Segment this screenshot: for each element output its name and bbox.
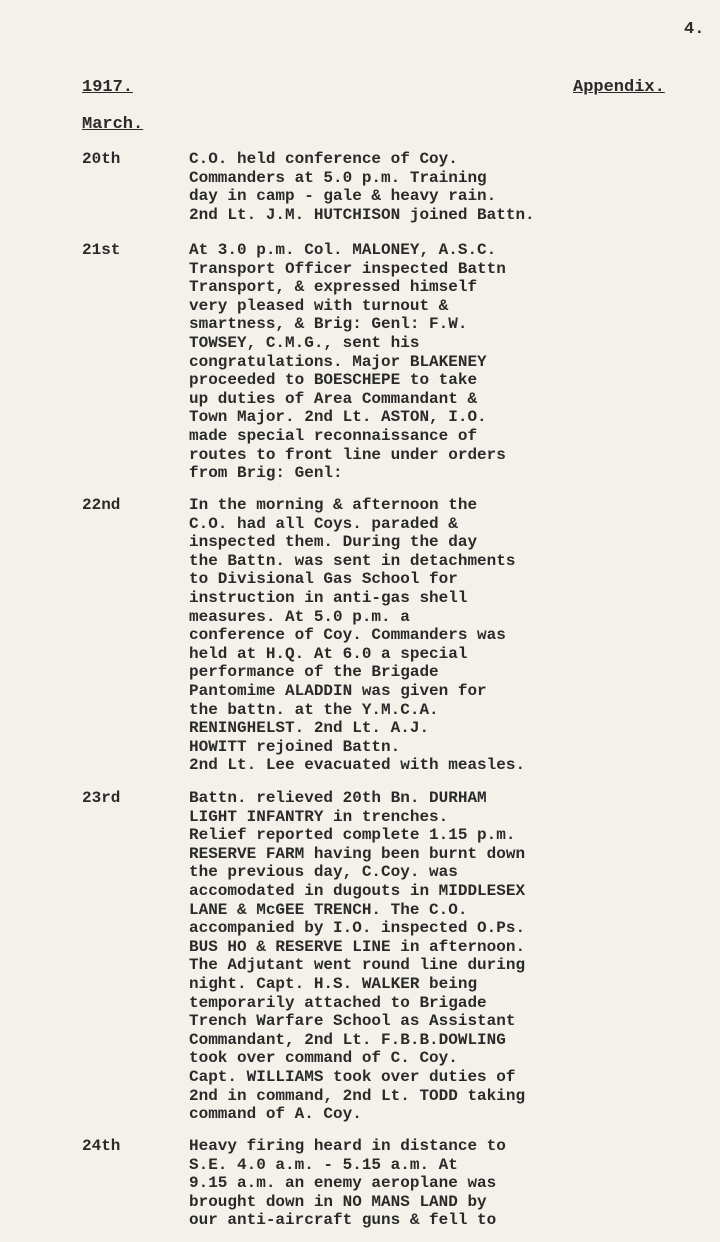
entry-line: LANE & McGEE TRENCH. The C.O.	[189, 900, 468, 919]
entry-line: Transport Officer inspected Battn	[189, 259, 506, 278]
entry-line: 9.15 a.m. an enemy aeroplane was	[189, 1174, 497, 1193]
entry-line: the previous day, C.Coy. was	[189, 863, 458, 882]
entry-line: instruction in anti-gas shell	[189, 588, 468, 607]
entry-line: 2nd in command, 2nd Lt. TODD taking	[189, 1086, 526, 1105]
page-number: 4.	[684, 20, 705, 39]
entry-line: measures. At 5.0 p.m. a	[189, 607, 410, 626]
entry-line: 2nd Lt. J.M. HUTCHISON joined Battn.	[189, 205, 535, 224]
entry-line: Relief reported complete 1.15 p.m.	[189, 826, 516, 845]
entry-line: In the morning & afternoon the	[189, 496, 478, 514]
entry-line: RENINGHELST. 2nd Lt. A.J.	[189, 719, 430, 738]
entry-text	[189, 150, 589, 224]
entry-date: 22nd	[82, 496, 121, 514]
entry-line: Commanders at 5.0 p.m. Training	[189, 168, 487, 187]
entry-line: accompanied by I.O. inspected O.Ps.	[189, 919, 526, 938]
entry-line: C.O. had all Coys. paraded &	[189, 514, 458, 533]
entry-line: At 3.0 p.m. Col. MALONEY, A.S.C.	[189, 241, 497, 259]
entry-line: smartness, & Brig: Genl: F.W.	[189, 315, 468, 334]
entry-text	[189, 241, 589, 483]
entry-line: Town Major. 2nd Lt. ASTON, I.O.	[189, 408, 487, 427]
entry-line: up duties of Area Commandant &	[189, 389, 478, 408]
entry-line: The Adjutant went round line during	[189, 956, 526, 975]
entry-line: routes to front line under orders	[189, 445, 506, 464]
entry-line: held at H.Q. At 6.0 a special	[189, 644, 468, 663]
entry-line: took over command of C. Coy.	[189, 1049, 458, 1068]
entry-line: the battn. at the Y.M.C.A.	[189, 700, 439, 719]
entry-line: accomodated in dugouts in MIDDLESEX	[189, 881, 526, 900]
entry-line: TOWSEY, C.M.G., sent his	[189, 333, 420, 352]
entry-line: S.E. 4.0 a.m. - 5.15 a.m. At	[189, 1155, 458, 1174]
entry-line: night. Capt. H.S. WALKER being	[189, 974, 478, 993]
entry-line: congratulations. Major BLAKENEY	[189, 352, 487, 371]
entry-line: brought down in NO MANS LAND by	[189, 1192, 487, 1211]
entry-line: LIGHT INFANTRY in trenches.	[189, 807, 449, 826]
entry-line: the Battn. was sent in detachments	[189, 551, 516, 570]
entry-date: 21st	[82, 241, 121, 259]
entry-date: 20th	[82, 150, 121, 168]
entry-line: from Brig: Genl:	[189, 464, 343, 483]
entry-line: Transport, & expressed himself	[189, 278, 478, 297]
entry-line: very pleased with turnout &	[189, 296, 449, 315]
entry-line: Heavy firing heard in distance to	[189, 1137, 506, 1155]
entry-line: made special reconnaissance of	[189, 426, 478, 445]
entry-line: Battn. relieved 20th Bn. DURHAM	[189, 789, 487, 807]
month-heading: March.	[82, 115, 144, 134]
entry-text	[189, 789, 589, 1124]
entry-line: BUS HO & RESERVE LINE in afternoon.	[189, 937, 526, 956]
entry-line: RESERVE FARM having been burnt down	[189, 844, 526, 863]
entry-date: 24th	[82, 1137, 121, 1155]
entry-date: 23rd	[82, 789, 121, 807]
entry-line: command of A. Coy.	[189, 1105, 362, 1124]
entry-line: Commandant, 2nd Lt. F.B.B.DOWLING	[189, 1030, 506, 1049]
entry-line: 2nd Lt. Lee evacuated with measles.	[189, 756, 526, 775]
entry-line: HOWITT rejoined Battn.	[189, 737, 401, 756]
entry-line: inspected them. During the day	[189, 533, 478, 552]
entry-line: C.O. held conference of Coy.	[189, 150, 458, 168]
entry-line: our anti-aircraft guns & fell to	[189, 1211, 497, 1230]
entry-line: performance of the Brigade	[189, 663, 439, 682]
entry-text	[189, 1137, 589, 1230]
year-heading: 1917.	[82, 78, 134, 97]
entry-text	[189, 496, 589, 775]
entry-line: day in camp - gale & heavy rain.	[189, 187, 497, 206]
appendix-heading: Appendix.	[573, 78, 665, 97]
entry-line: Pantomime ALADDIN was given for	[189, 681, 487, 700]
entry-line: to Divisional Gas School for	[189, 570, 458, 589]
entry-line: proceeded to BOESCHEPE to take	[189, 371, 478, 390]
entry-line: Capt. WILLIAMS took over duties of	[189, 1067, 516, 1086]
entry-line: conference of Coy. Commanders was	[189, 626, 506, 645]
entry-line: Trench Warfare School as Assistant	[189, 1012, 516, 1031]
entry-line: temporarily attached to Brigade	[189, 993, 487, 1012]
